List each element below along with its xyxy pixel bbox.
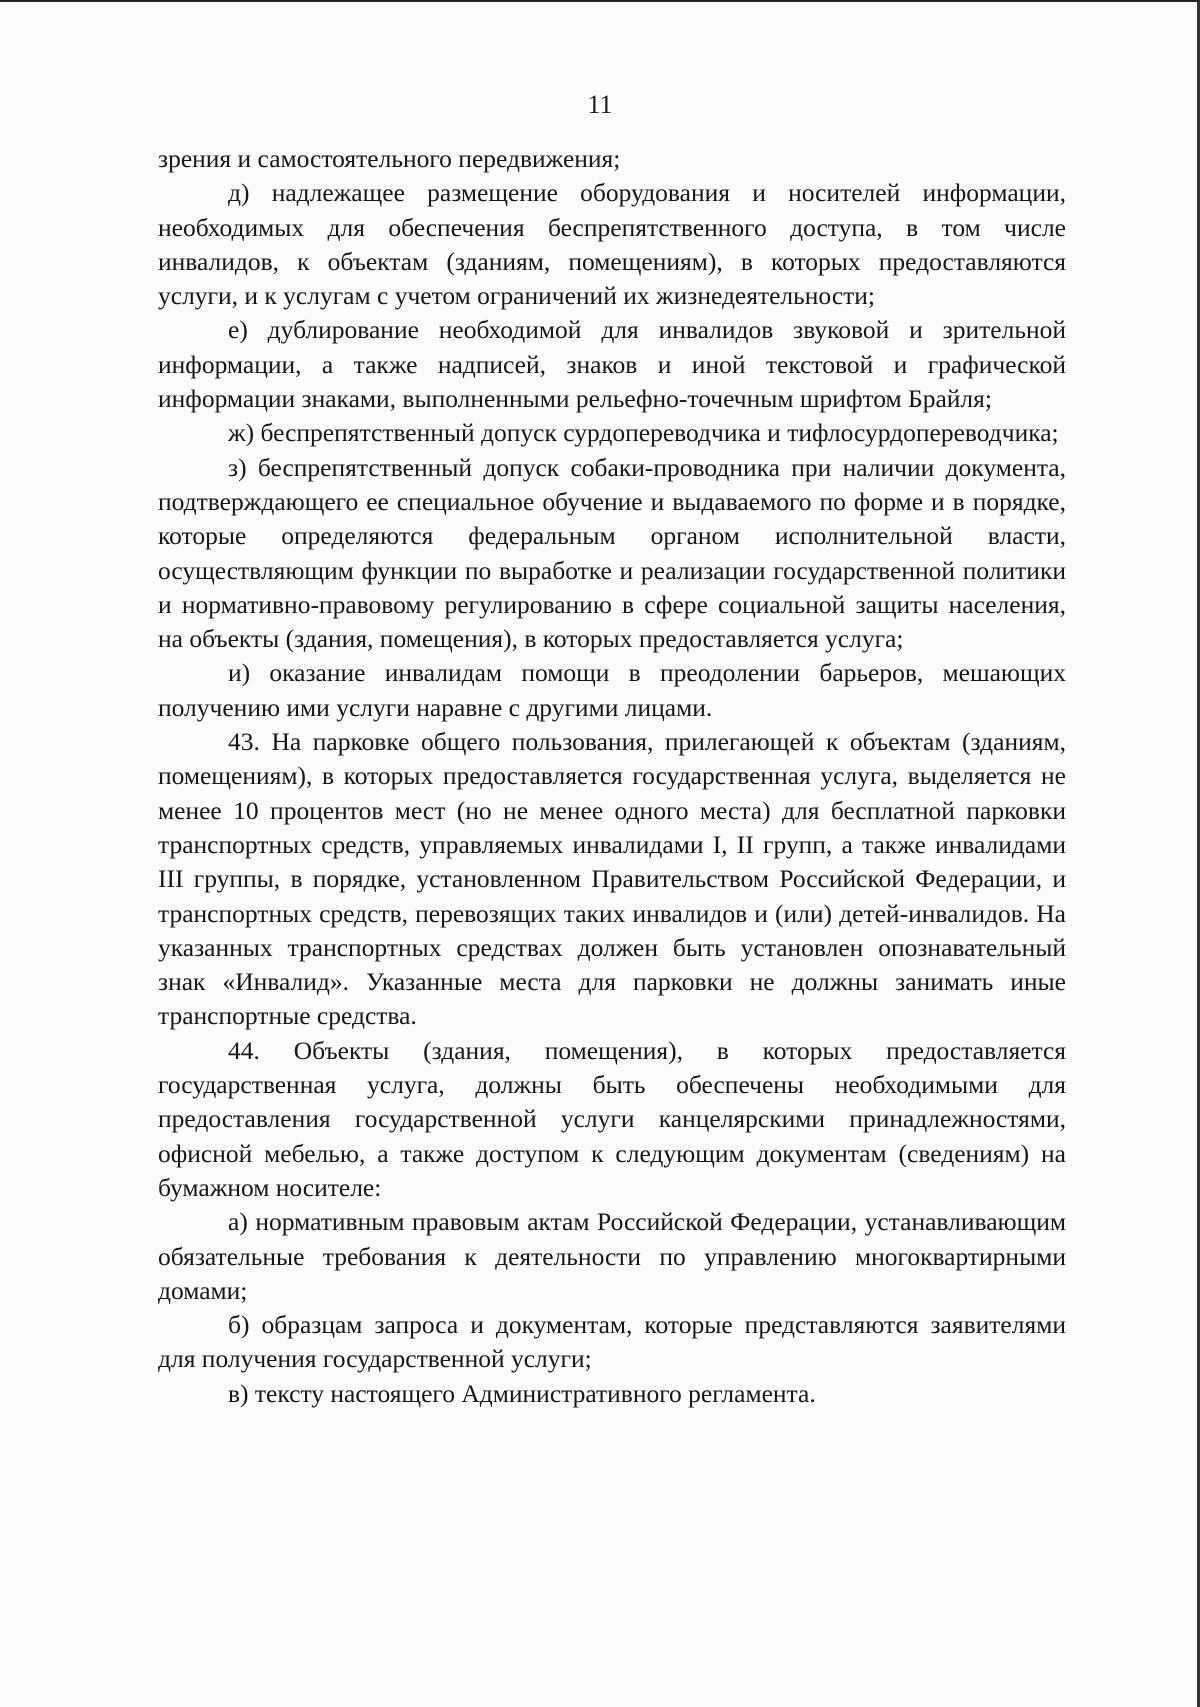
paragraph-z: з) беспрепятственный допуск собаки-проводника при наличии документа, подтверждающего ее специальное обучение и выдаваемого по форме и в порядке, которые определяются федеральным органом исполнительной власти, осуществляющим функции по выработке и реализации государственной политики и нормативно-правовому регулированию в сфере социальной защиты населения, на объекты (здания, помещения), в которых предоставляется услуга;	[158, 452, 1066, 654]
document-body	[158, 142, 1066, 1411]
page-number: 11	[587, 90, 613, 119]
paragraph-continuation: зрения и самостоятельного передвижения;	[158, 144, 621, 173]
paragraph-44-b: б) образцам запроса и документам, которые представляются заявителями для получения государственной услуги;	[158, 1310, 1066, 1374]
paragraph-44-a: а) нормативным правовым актам Российской Федерации, устанавливающим обязательные требования к деятельности по управлению многоквартирными домами;	[158, 1207, 1066, 1305]
paragraph-d: д) надлежащее размещение оборудования и носителей информации, необходимых для обеспечения беспрепятственного доступа, в том числе инвалидов, к объектам (зданиям, помещениям), в которых предоставляются услуги, и к услугам с учетом ограничений их жизнедеятельности;	[158, 178, 1066, 311]
paragraph-43: 43. На парковке общего пользования, прилегающей к объектам (зданиям, помещениям), в которых предоставляется государственная услуга, выделяется не менее 10 процентов мест (но не менее одного места) для бесплатной парковки транспортных средств, управляемых инвалидами I, II групп, а также инвалидами III группы, в порядке, установленном Правительством Российской Федерации, и транспортных средств, перевозящих таких инвалидов и (или) детей-инвалидов. На указанных транспортных средствах должен быть установлен опознавательный знак «Инвалид». Указанные места для парковки не должны занимать иные транспортные средства.	[158, 727, 1066, 1031]
paragraph-44-v: в) тексту настоящего Административного регламента.	[228, 1378, 816, 1408]
paragraph-e: е) дублирование необходимой для инвалидов звуковой и зрительной информации, а также надписей, знаков и иной текстовой и графической информации знаками, выполненными рельефно-точечным шрифтом Брайля;	[158, 315, 1066, 414]
paragraph-i: и) оказание инвалидам помощи в преодолении барьеров, мешающих получению ими услуги наравне с другими лицами.	[158, 658, 1066, 722]
paragraph-44: 44. Объекты (здания, помещения), в которых предоставляется государственная услуга, должны быть обеспечены необходимыми для предоставления государственной услуги канцелярскими принадлежностями, офисной мебелью, а также доступом к следующим документам (сведениям) на бумажном носителе:	[158, 1035, 1066, 1202]
paragraph-zh: ж) беспрепятственный допуск сурдопереводчика и тифлосурдопереводчика;	[228, 418, 1059, 448]
